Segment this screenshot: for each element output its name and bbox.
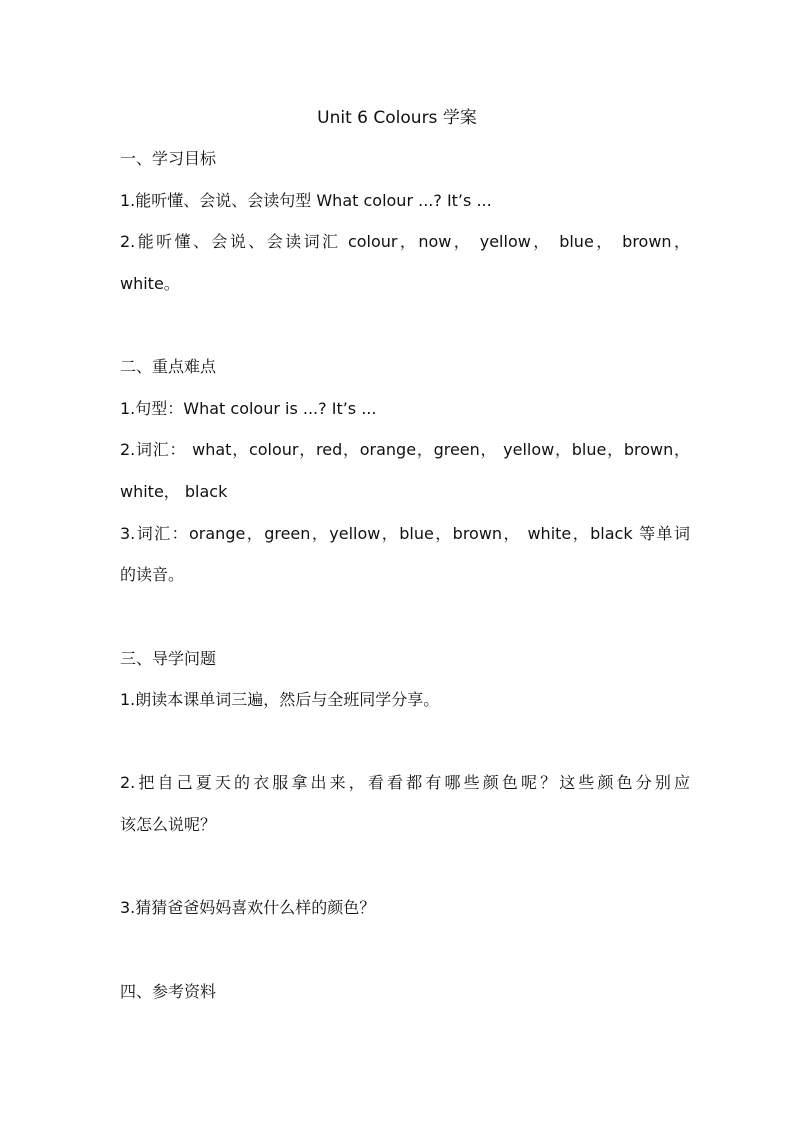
section-heading-objectives: 一、学习目标 xyxy=(120,149,217,168)
objective-item-2-line-2: white。 xyxy=(120,274,180,293)
objective-item-2-line-1: 2.能听懂、会说、会读词汇 colour，now， yellow， blue， brown， xyxy=(120,232,690,251)
document-title: Unit 6 Colours 学案 xyxy=(317,108,477,128)
objective-item-1: 1.能听懂、会说、会读句型 What colour ...? It’s ... xyxy=(120,191,492,210)
key-point-item-2-line-1: 2.词汇： what，colour，red，orange，green， yellow，blue，brown， xyxy=(120,440,690,459)
section-heading-guided-questions: 三、导学问题 xyxy=(120,649,217,668)
question-item-3: 3.猜猜爸爸妈妈喜欢什么样的颜色？ xyxy=(120,898,376,917)
key-point-item-3-line-2: 的读音。 xyxy=(120,565,185,584)
section-heading-references: 四、参考资料 xyxy=(120,982,217,1001)
section-heading-key-points: 二、重点难点 xyxy=(120,357,217,376)
question-item-2-line-1: 2.把自己夏天的衣服拿出来，看看都有哪些颜色呢？这些颜色分别应 xyxy=(120,773,690,792)
key-point-item-2-line-2: white， black xyxy=(120,482,228,501)
question-item-1: 1.朗读本课单词三遍，然后与全班同学分享。 xyxy=(120,690,440,709)
key-point-item-3-line-1: 3.词汇：orange，green，yellow，blue，brown， white，black 等单词 xyxy=(120,524,690,543)
question-item-2-line-2: 该怎么说呢？ xyxy=(120,815,217,834)
key-point-item-1: 1.句型：What colour is ...? It’s ... xyxy=(120,399,377,418)
